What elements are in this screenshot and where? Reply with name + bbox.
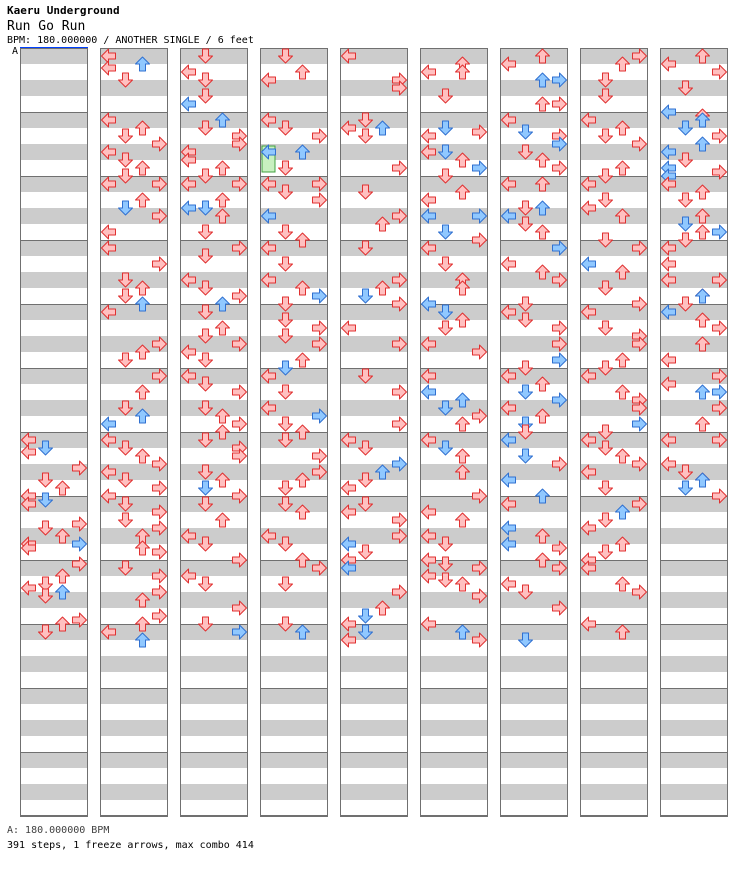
footer-stats: 391 steps, 1 freeze arrows, max combo 414 xyxy=(7,840,254,851)
beat-stripe xyxy=(180,48,248,64)
beat-stripe xyxy=(660,656,728,672)
beat-stripe xyxy=(20,784,88,800)
beat-stripe xyxy=(260,656,328,672)
beat-stripe xyxy=(20,112,88,128)
beat-stripe xyxy=(20,144,88,160)
beat-stripe xyxy=(20,720,88,736)
beat-stripe xyxy=(20,240,88,256)
beat-stripe xyxy=(660,80,728,96)
beat-stripe xyxy=(260,496,328,512)
beat-stripe xyxy=(660,560,728,576)
beat-stripe xyxy=(580,80,648,96)
beat-stripe xyxy=(20,592,88,608)
beat-stripe xyxy=(580,656,648,672)
beat-stripe xyxy=(340,720,408,736)
beat-stripe xyxy=(260,624,328,640)
beat-stripe xyxy=(100,272,168,288)
beat-stripe xyxy=(180,112,248,128)
beat-stripe xyxy=(20,176,88,192)
beat-stripe xyxy=(500,752,568,768)
beat-stripe xyxy=(420,784,488,800)
beat-stripe xyxy=(260,752,328,768)
beat-stripe xyxy=(100,688,168,704)
beat-stripe xyxy=(260,304,328,320)
beat-stripe xyxy=(580,784,648,800)
beat-stripe xyxy=(340,656,408,672)
beat-stripe xyxy=(420,272,488,288)
beat-stripe xyxy=(260,784,328,800)
beat-stripe xyxy=(340,688,408,704)
chart-info: BPM: 180.000000 / ANOTHER SINGLE / 6 feet xyxy=(7,35,254,46)
beat-stripe xyxy=(420,48,488,64)
beat-stripe xyxy=(100,400,168,416)
beat-stripe xyxy=(420,656,488,672)
beat-stripe xyxy=(100,656,168,672)
beat-stripe xyxy=(180,304,248,320)
bpm-marker-label: A xyxy=(12,46,19,57)
beat-stripe xyxy=(20,208,88,224)
beat-stripe xyxy=(260,48,328,64)
beat-stripe xyxy=(420,80,488,96)
beat-stripe xyxy=(420,176,488,192)
bpm-marker-line xyxy=(20,47,88,48)
beat-stripe xyxy=(660,624,728,640)
beat-stripe xyxy=(100,720,168,736)
beat-stripe xyxy=(20,400,88,416)
beat-stripe xyxy=(580,688,648,704)
beat-stripe xyxy=(660,336,728,352)
beat-stripe xyxy=(340,368,408,384)
beat-stripe xyxy=(180,784,248,800)
beat-stripe xyxy=(20,304,88,320)
beat-stripe xyxy=(500,656,568,672)
beat-stripe xyxy=(340,240,408,256)
beat-stripe xyxy=(180,464,248,480)
beat-stripe xyxy=(580,720,648,736)
artist-name: Kaeru Underground xyxy=(7,4,120,17)
beat-stripe xyxy=(420,688,488,704)
beat-stripe xyxy=(20,48,88,64)
beat-stripe xyxy=(260,688,328,704)
beat-stripe xyxy=(180,656,248,672)
beat-stripe xyxy=(20,752,88,768)
beat-stripe xyxy=(100,784,168,800)
beat-stripe xyxy=(260,720,328,736)
beat-stripe xyxy=(260,432,328,448)
beat-stripe xyxy=(100,752,168,768)
beat-stripe xyxy=(260,592,328,608)
beat-stripe xyxy=(580,272,648,288)
beat-stripe xyxy=(20,656,88,672)
beat-stripe xyxy=(20,80,88,96)
beat-stripe xyxy=(500,720,568,736)
beat-stripe xyxy=(420,464,488,480)
beat-stripe xyxy=(340,752,408,768)
beat-stripe xyxy=(500,688,568,704)
beat-stripe xyxy=(420,112,488,128)
beat-stripe xyxy=(180,80,248,96)
beat-stripe xyxy=(340,176,408,192)
beat-stripe xyxy=(340,400,408,416)
beat-stripe xyxy=(660,752,728,768)
beat-stripe xyxy=(20,624,88,640)
beat-stripe xyxy=(340,784,408,800)
beat-stripe xyxy=(660,784,728,800)
beat-stripe xyxy=(340,144,408,160)
beat-stripe xyxy=(660,720,728,736)
beat-stripe xyxy=(500,784,568,800)
beat-stripe xyxy=(20,272,88,288)
beat-stripe xyxy=(420,752,488,768)
beat-stripe xyxy=(180,752,248,768)
beat-stripe xyxy=(180,400,248,416)
beat-stripe xyxy=(580,752,648,768)
beat-stripe xyxy=(20,368,88,384)
beat-stripe xyxy=(180,720,248,736)
beat-stripe xyxy=(660,208,728,224)
beat-stripe xyxy=(20,688,88,704)
beat-stripe xyxy=(660,688,728,704)
beat-stripe xyxy=(100,80,168,96)
beat-stripe xyxy=(420,720,488,736)
beat-stripe xyxy=(660,592,728,608)
footer-bpm: A: 180.000000 BPM xyxy=(7,825,110,836)
beat-stripe xyxy=(20,336,88,352)
beat-stripe xyxy=(500,624,568,640)
beat-stripe xyxy=(660,528,728,544)
beat-stripe xyxy=(180,688,248,704)
song-title: Run Go Run xyxy=(7,19,86,34)
